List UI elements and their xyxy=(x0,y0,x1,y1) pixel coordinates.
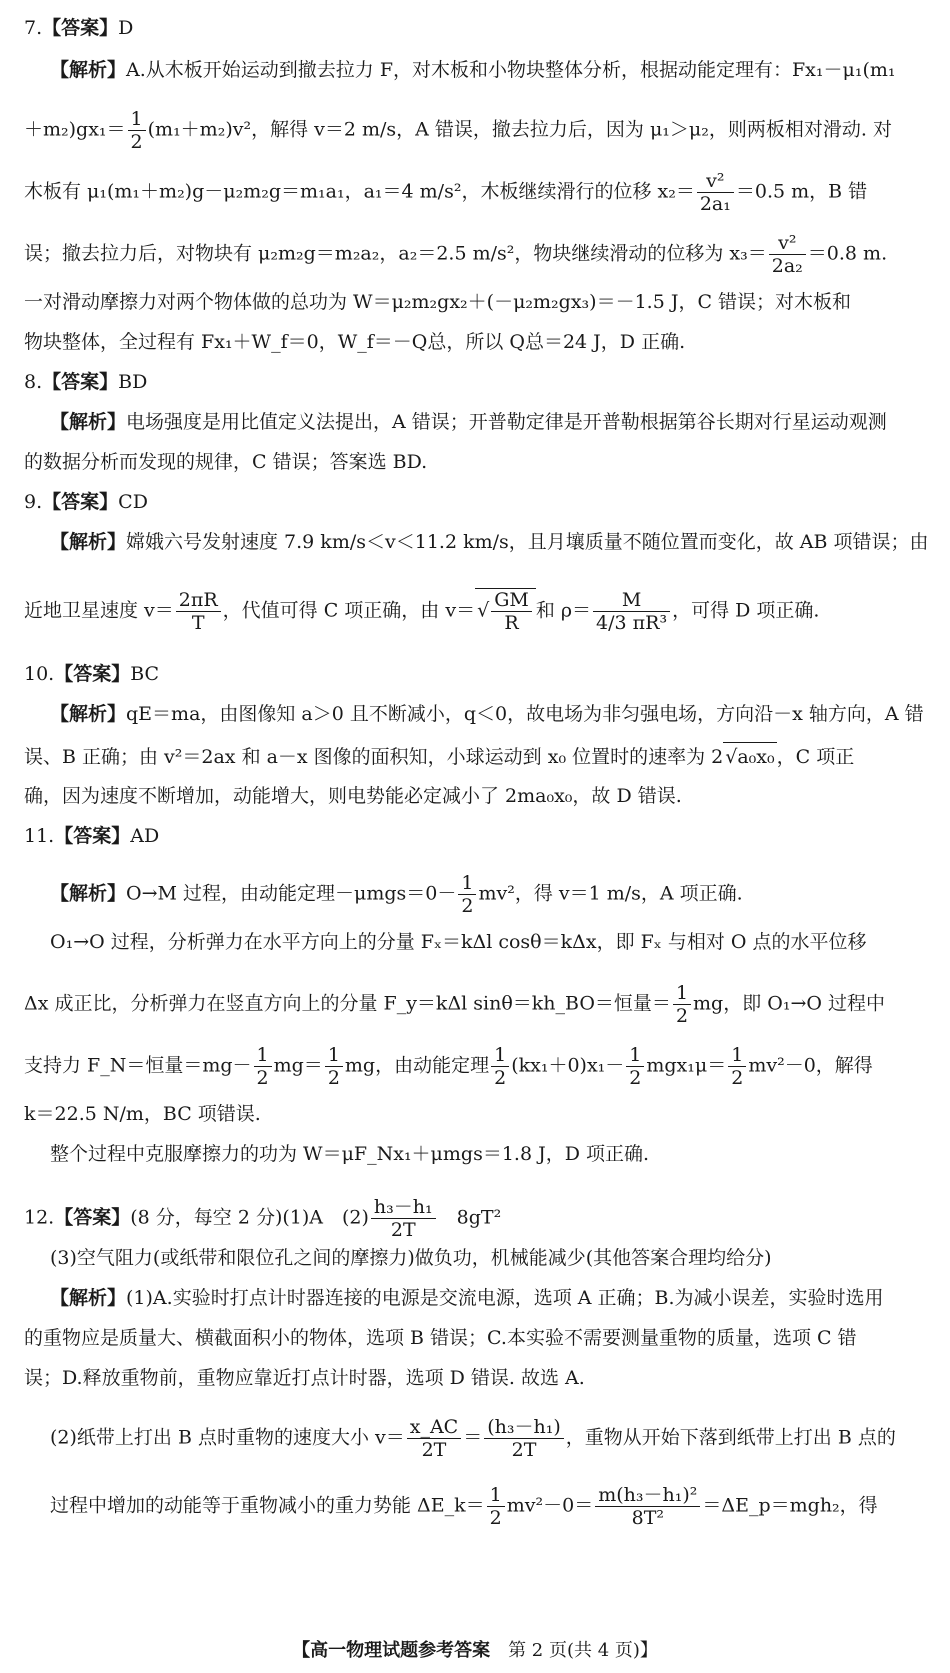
q11-analysis-line-3: Δx 成正比，分析弹力在竖直方向上的分量 F_y＝kΔl sinθ＝kh_BO＝恒量＝ $\frac{1}{2}$ mg，即 O₁→O 过程中 xyxy=(24,982,885,1027)
answer-value: CD xyxy=(118,491,148,513)
q11-analysis-line-5: k＝22.5 N/m，BC 项错误. xyxy=(24,1103,261,1125)
q11-analysis-line-6: 整个过程中克服摩擦力的功为 W＝μF_Nx₁＋μmgs＝1.8 J，D 项正确. xyxy=(50,1143,650,1165)
q8-answer-line xyxy=(24,368,930,396)
fraction: $\frac{1}{2}$ xyxy=(128,108,146,153)
q10-analysis-line-2: 误、B 正确；由 v²＝2ax 和 a－x 图像的面积知，小球运动到 x₀ 位置时的速率为 2 √a₀x₀ ，C 项正 xyxy=(24,742,930,771)
question-number: 10. xyxy=(24,663,55,685)
q9-answer-line xyxy=(24,488,930,516)
answer-value: BC xyxy=(130,663,160,685)
fraction: $\frac{1}{2}$ xyxy=(673,982,691,1027)
question-number: 11. xyxy=(24,825,55,847)
answer-value: AD xyxy=(130,825,160,847)
fraction: $\frac{\text{v²}}{\text{2a₁}}$ xyxy=(697,170,734,215)
fraction: $\frac{M}{\text{4/3 πR³}}$ xyxy=(593,589,670,634)
fraction: $\frac{1}{2}$ xyxy=(487,1484,505,1529)
square-root: √a₀x₀ xyxy=(723,742,776,771)
fraction: $\frac{\text{h₃－h₁}}{2T}$ xyxy=(371,1196,436,1241)
q10-answer-line xyxy=(24,660,930,688)
fraction: $\frac{x\_AC}{2T}$ xyxy=(407,1416,461,1461)
analysis-label: 【解析】 xyxy=(50,703,127,725)
q7-analysis-line-6: 物块整体，全过程有 Fx₁＋W_f＝0，W_f＝－Q总，所以 Q总＝24 J，D 正确. xyxy=(24,331,686,353)
answer-label: 【答案】 xyxy=(42,17,119,39)
analysis-label: 【解析】 xyxy=(50,531,127,553)
q10-analysis-line-1: 【解析】qE＝ma，由图像知 a＞0 且不断减小，q＜0，故电场为非匀强电场，方向沿－x 轴方向，A 错 xyxy=(50,703,924,725)
q12-analysis-line-5: 过程中增加的动能等于重物减小的重力势能 ΔE_k＝ $\frac{1}{2}$ mv²－0＝ $\frac{\text{m(h₃－h₁)²}}{\text{8T²}}$ ＝ΔE_p＝mgh₂，得 xyxy=(50,1484,878,1529)
q11-answer-line xyxy=(24,822,930,850)
fraction: $\frac{\text{(h₃－h₁)}}{2T}$ xyxy=(484,1416,564,1461)
analysis-label: 【解析】 xyxy=(50,411,127,433)
q11-analysis-line-4: 支持力 F_N＝恒量＝mg－ $\frac{1}{2}$ mg＝ $\frac{1}{2}$ mg，由动能定理 $\frac{1}{2}$ (kx₁＋0)x₁－ $\frac{1}{2}$ mgx₁μ＝ $\frac{1}{2}$ mv²－0，解得 xyxy=(24,1044,873,1089)
q10-analysis-line-3: 确，因为速度不断增加，动能增大，则电势能必定减小了 2ma₀x₀，故 D 错误. xyxy=(24,785,682,807)
answer-label: 【答案】 xyxy=(54,663,131,685)
q7-analysis-line-4: 误；撤去拉力后，对物块有 μ₂m₂g＝m₂a₂，a₂＝2.5 m/s²，物块继续滑动的位移为 x₃＝ $\frac{\text{v²}}{\text{2a₂}}$ ＝0.8 m. xyxy=(24,232,888,277)
answer-value: BD xyxy=(118,371,148,393)
q12-analysis-line-3: 误；D.释放重物前，重物应靠近打点计时器，选项 D 错误. 故选 A. xyxy=(24,1367,585,1389)
question-number: 7. xyxy=(24,17,43,39)
q12-analysis-line-2: 的重物应是质量大、横截面积小的物体，选项 B 错误；C.本实验不需要测量重物的质量，选项 C 错 xyxy=(24,1327,857,1349)
q9-analysis-line-2: 近地卫星速度 v＝ $\frac{2\pi R}{T}$ ，代值可得 C 项正确，由 v＝ √ $\frac{GM}{R}$ 和 ρ＝ $\frac{M}{\text{4/3 πR³}}$ ，可得 D 项正确. xyxy=(24,589,820,634)
q12-answer-line: 12.【答案】(8 分，每空 2 分)(1)A (2) $\frac{\text{h₃－h₁}}{2T}$ 8gT² xyxy=(24,1196,502,1241)
fraction: $\frac{2\pi R}{T}$ xyxy=(176,589,221,634)
answer-label: 【答案】 xyxy=(42,491,119,513)
footer-title: 【高一物理试题参考答案 xyxy=(292,1640,491,1661)
q11-analysis-line-2: O₁→O 过程，分析弹力在水平方向上的分量 Fₓ＝kΔl cosθ＝kΔx，即 Fₓ 与相对 O 点的水平位移 xyxy=(50,931,867,953)
q9-analysis-line-1: 【解析】嫦娥六号发射速度 7.9 km/s＜v＜11.2 km/s，且月壤质量不随位置而变化，故 AB 项错误；由 xyxy=(50,531,929,553)
analysis-label: 【解析】 xyxy=(50,59,127,81)
q8-analysis-line-2: 的数据分析而发现的规律，C 错误；答案选 BD. xyxy=(24,451,428,473)
question-number: 8. xyxy=(24,371,43,393)
footer-page-number: 第 2 页(共 4 页)】 xyxy=(508,1640,658,1661)
answer-value: D xyxy=(118,17,134,39)
q12-answer-line-2: (3)空气阻力(或纸带和限位孔之间的摩擦力)做负功，机械能减少(其他答案合理均给分) xyxy=(50,1247,772,1269)
answer-label: 【答案】 xyxy=(54,1206,131,1229)
q7-analysis-line-3: 木板有 μ₁(m₁＋m₂)g－μ₂m₂g＝m₁a₁，a₁＝4 m/s²，木板继续滑行的位移 x₂＝ $\frac{\text{v²}}{\text{2a₁}}$ ＝0.5 m，B 错 xyxy=(24,170,868,215)
q7-analysis-line-2: ＋m₂)gx₁＝ $\frac{1}{2}$ (m₁＋m₂)v²，解得 v＝2 m/s，A 错误，撤去拉力后，因为 μ₁＞μ₂，则两板相对滑动. 对 xyxy=(24,108,892,153)
analysis-label: 【解析】 xyxy=(50,1287,127,1309)
analysis-label: 【解析】 xyxy=(50,882,127,905)
answer-label: 【答案】 xyxy=(54,825,131,847)
page-footer xyxy=(0,1636,950,1662)
answer-label: 【答案】 xyxy=(42,371,119,393)
q7-analysis-line-1: 【解析】A.从木板开始运动到撤去拉力 F，对木板和小物块整体分析，根据动能定理有：Fx₁－μ₁(m₁ xyxy=(50,59,896,81)
question-number: 9. xyxy=(24,491,43,513)
fraction: $\frac{\text{v²}}{\text{2a₂}}$ xyxy=(769,232,806,277)
fraction: $\frac{\text{m(h₃－h₁)²}}{\text{8T²}}$ xyxy=(595,1484,700,1529)
square-root: √ $\frac{GM}{R}$ xyxy=(475,588,536,634)
q8-analysis-line-1: 【解析】电场强度是用比值定义法提出，A 错误；开普勒定律是开普勒根据第谷长期对行星运动观测 xyxy=(50,411,887,433)
q7-analysis-line-5: 一对滑动摩擦力对两个物体做的总功为 W＝μ₂m₂gx₂＋(－μ₂m₂gx₃)＝－1.5 J，C 错误；对木板和 xyxy=(24,291,852,313)
q7-answer-line xyxy=(24,14,930,42)
q12-analysis-line-1: 【解析】(1)A.实验时打点计时器连接的电源是交流电源，选项 A 正确；B.为减小误差，实验时选用 xyxy=(50,1287,884,1309)
fraction: $\frac{1}{2}$ xyxy=(458,872,476,917)
q11-analysis-line-1: 【解析】O→M 过程，由动能定理－μmgs＝0－ $\frac{1}{2}$ mv²，得 v＝1 m/s，A 项正确. xyxy=(50,872,743,917)
question-number: 12. xyxy=(24,1206,55,1229)
q12-analysis-line-4: (2)纸带上打出 B 点时重物的速度大小 v＝ $\frac{x\_AC}{2T}$ ＝ $\frac{\text{(h₃－h₁)}}{2T}$ ，重物从开始下落到纸带上打出 B 点的 xyxy=(50,1416,896,1461)
